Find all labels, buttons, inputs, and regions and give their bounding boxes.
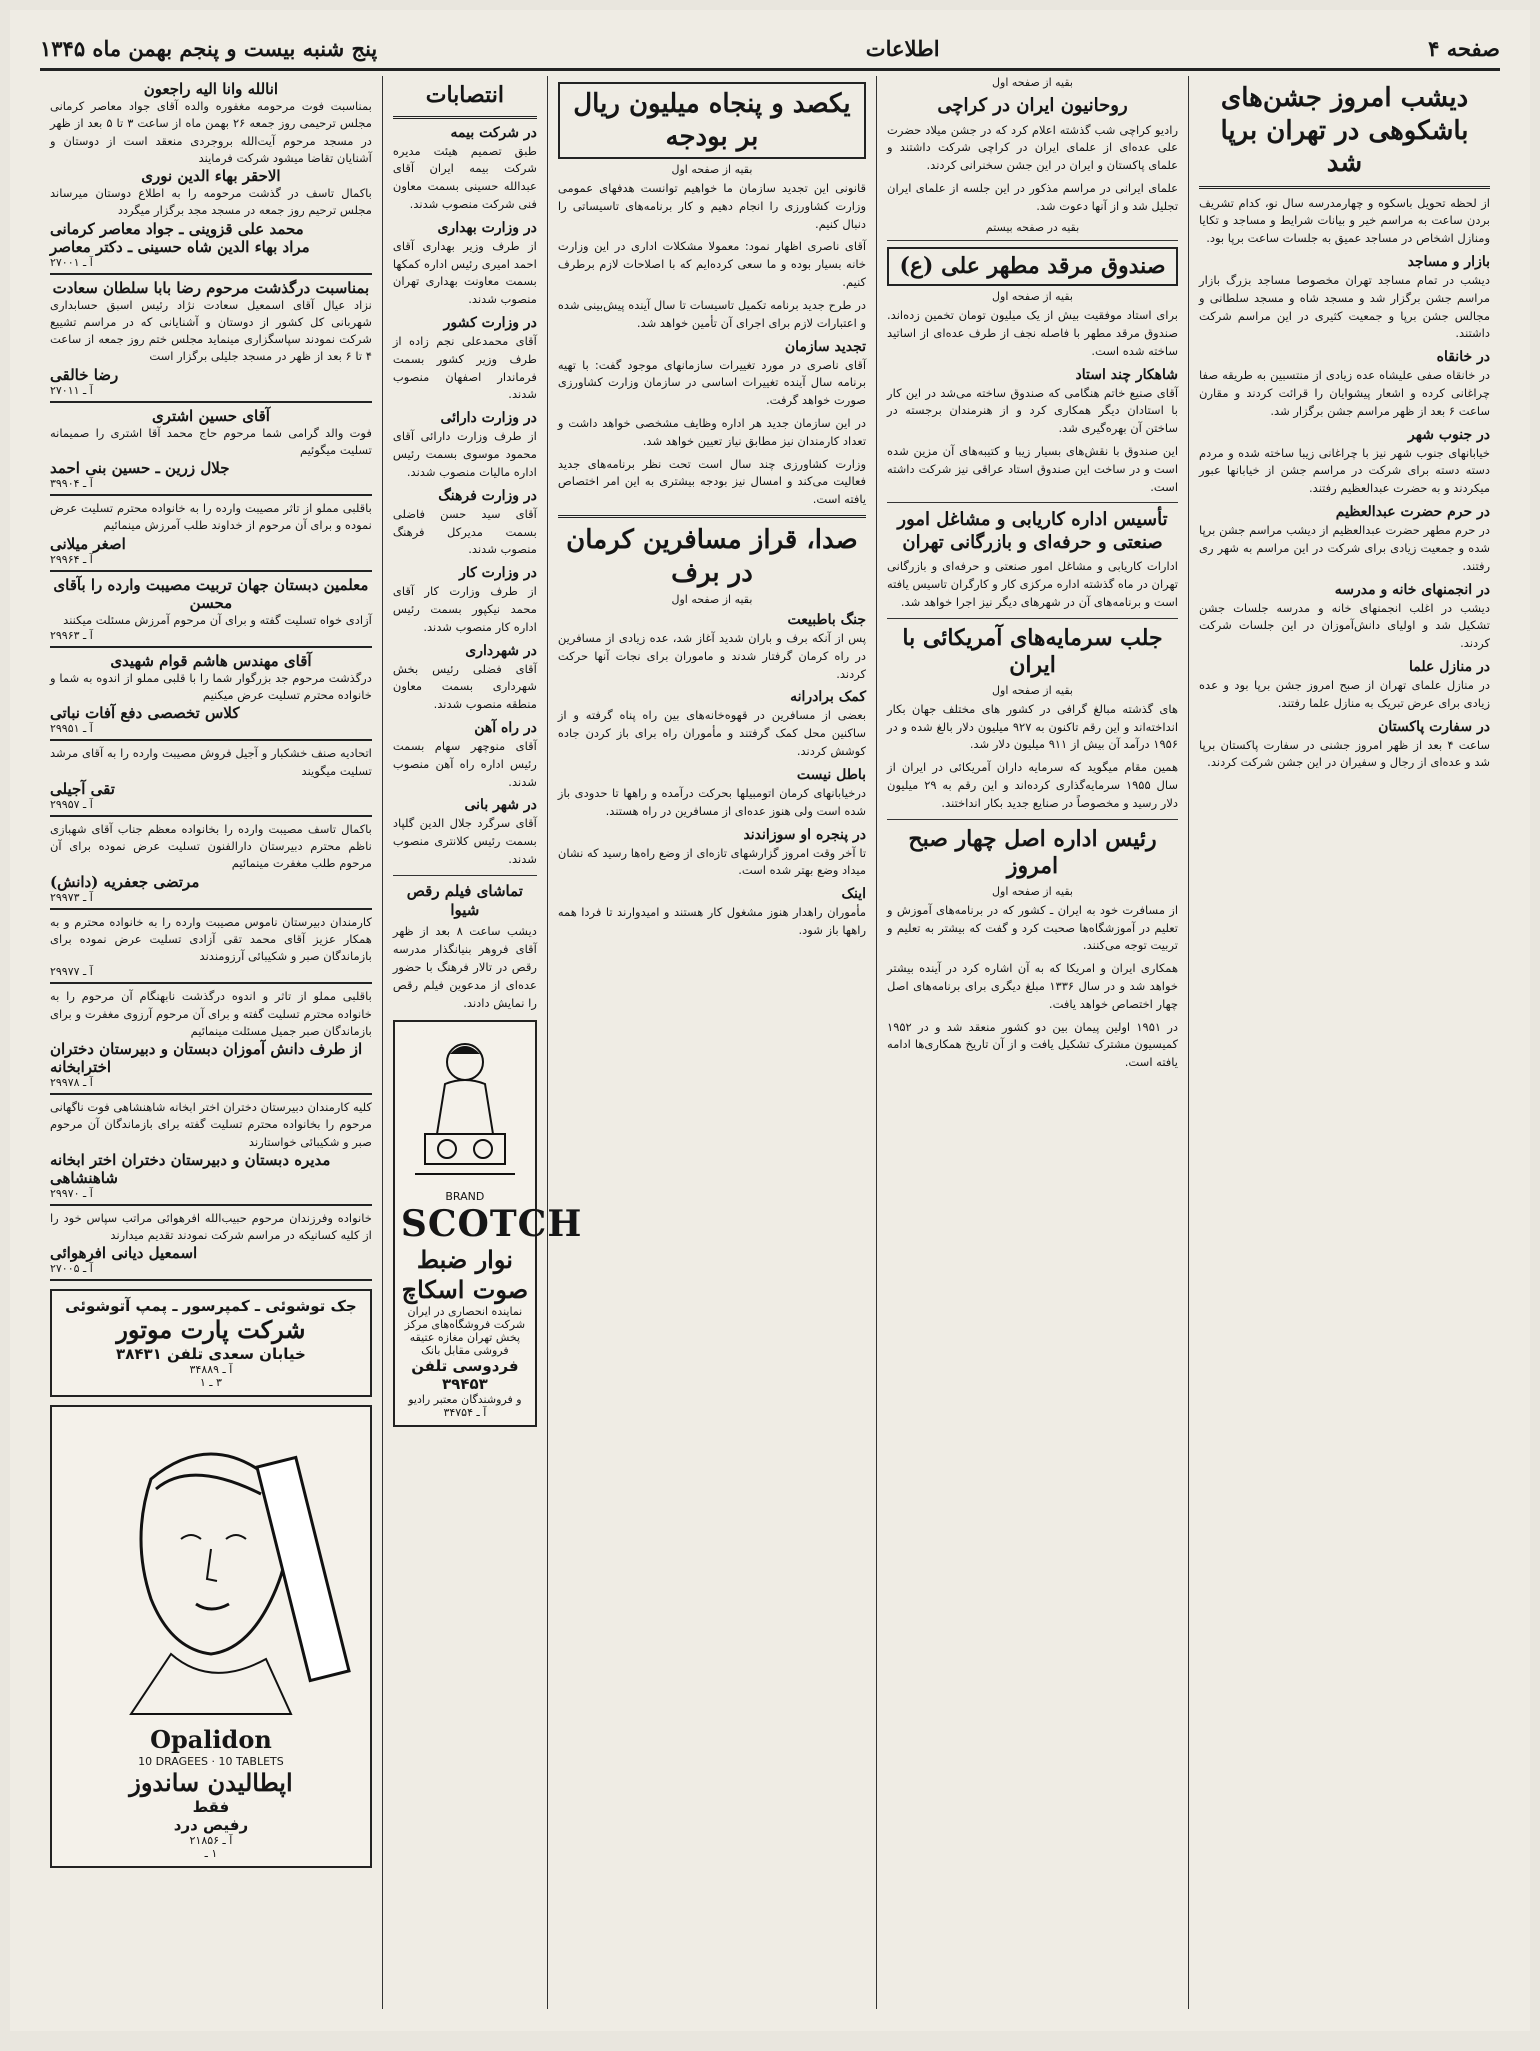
notice-code: آ ـ ۲۷۰۰۵ [49,1262,93,1276]
headline-point-four: رئیس اداره اصل چهار صبح امروز [908,825,1157,880]
section-heading: در خانقاه [1436,349,1490,366]
notice-signature: محمد علی قزوینی ـ جواد معاصر کرمانی [49,219,304,238]
continued-label: بقیه در صفحه بیستم [985,220,1080,234]
notice-code: آ ـ ۲۷۰۱۱ [49,383,93,397]
continued-label: بقیه از صفحه اول [992,76,1073,89]
ad-opalidon [50,1405,372,1868]
ad-opalidon-code: آ ـ ۲۱۸۵۶ [189,1834,233,1848]
obituary-notice [50,984,372,1095]
masthead-page-label: صفحه ۴ [1428,35,1500,61]
obituary-notice [50,910,372,985]
columns [40,76,1500,2009]
article-paragraph: وزارت کشاورزی چند سال است تحت نظر برنامه‌های جدید فعالیت می‌کند و امسال نیز بودجه بیشتری به این امر اختصاص یافته است. [557,456,867,507]
ad-part-motor-address: خیابان سعدی تلفن ۳۸۴۳۱ [116,1345,306,1364]
article-paragraph: از لحظه تحویل باسکوه و چهارمدرسه سال نو، کدام تشریف بردن ساعت به مراسم خیر و بیانات شرایط و مساجد و تکایا ومنازل اشخاص در مساجد عمیق به جلسات ساعت برپا بود. [1199,195,1490,246]
article-paragraph: قانونی این تجدید سازمان ما خواهیم توانست هدفهای عمومی وزارت کشاورزی را انجام دهیم و کار برنامه‌های تاسیساتی را دنبال کنیم. [557,181,867,231]
section-heading: جنگ باطبیعت [787,612,867,628]
notice-code: آ ـ ۲۹۹۷۰ [49,1186,93,1200]
article-paragraph: پس از آنکه برف و باران شدید آغاز شد، عده زیادی از مسافرین در راه کرمان گرفتار شدند و ماموران برای نجات آنها حرکت کردند. [557,631,867,681]
ad-scotch-code: آ ـ ۳۴۷۵۴ [443,1406,487,1420]
ad-scotch-body: نماینده انحصاری در ایران شرکت فروشگاه‌های مرکز پخش تهران مغازه عتیقه فروشی مقابل بانک [404,1305,526,1358]
notice-body: بمناسبت فوت مرحومه مغفوره والده آقای جواد معاصر کرمانی مجلس ترحیمی روز جمعه ۲۶ بهمن ماه از ساعت ۳ تا ۵ بعد از ظهر در مسجد مرحوم آیت‌الله بروجردی منعقد است از دوستان و آشنایان تقاضا میشود شرکت فرمایند [49,99,372,165]
notice-title: بمناسبت درگذشت مرحوم رضا بابا سلطان سعادت [52,278,370,297]
ad-scotch-wordmark: SCOTCH [400,1203,583,1246]
section-heading: در وزارت بهداری [437,219,537,236]
divider [393,875,537,876]
notice-title: الاحقر بهاء الدین نوری [141,167,281,185]
notice-body: کارمندان دبیرستان ناموس مصیبت وارده را به خانواده محترم و به همکار عزیز آقای محمد تقی آزادی تسلیت عرض نموده برای بازماندگان صبر و شکیبائی آرزومندند [49,914,372,963]
section-heading: شاهکار چند استاد [1075,366,1179,383]
article-paragraph: دیشب ساعت ۸ بعد از ظهر آقای فروهر بنیانگذار مدرسه رقص در تالار فرهنگ با حضور عده‌ای از مدعوین فیلم رقص را نمایش دادند. [392,924,537,1010]
obituary-notice [50,648,372,742]
ad-part-motor-code: آ ـ ۳۴۸۸۹ [189,1363,233,1377]
notice-body: اتحادیه صنف خشکبار و آجیل فروش مصیبت وارده را به آقای مرشد تسلیت میگویند [49,746,372,778]
obituary-notice [50,572,372,648]
section-heading: در شهرداری [465,642,537,659]
section-heading: تجدید سازمان [784,338,867,355]
notice-signature: مرتضی جعفریه (دانش) [49,872,200,891]
ad-opalidon-brand: Opalidon [150,1725,272,1755]
headline-kerman-snow: صدا، قراز مسافرین کرمان در برف [566,525,858,588]
notice-code: آ ـ ۲۹۹۶۴ [49,552,93,566]
ad-scotch-title: نوار ضبط صوت اسکاچ [401,1245,529,1305]
article-paragraph: های گذشته مبالغ گرافی در کشور های مختلف جهان بکار انداخته‌اند و این رقم تاکنون به ۹۲۷ میلیون دلار بالغ شده و در ۱۹۵۶ درآمد آن بیش از ۹۱۱ میلیون دلار شد. [887,701,1179,752]
section-heading: اینک [841,886,867,903]
headline-celebrations: دیشب امروز جشن‌های باشکوهی در تهران برپا شد [1220,83,1469,178]
notice-code: آ ـ ۲۹۹۷۷ [49,965,93,979]
ad-scotch-phone: فردوسی تلفن ۳۹۴۵۳ [411,1357,519,1394]
headline-employment-office: تأسیس اداره کاریابی و مشاغل امور صنعتی و حرفه‌ای و بازرگانی تهران [897,509,1168,553]
obituary-notice [50,741,372,817]
ad-part-motor [50,1289,372,1397]
article-paragraph: همین مقام میگوید که سرمایه داران آمریکائی در ایران از سال ۱۹۵۵ سرمایه‌گذاری کرده‌اند و این رقم به ۲۹ میلیون دلار رسید و مخصوصاً در صنایع جدید بکار انداختند. [887,760,1179,810]
ad-opalidon-title: اپطالیدن ساندوز [129,1768,293,1798]
ad-scotch-brand-tag: BRAND [445,1190,485,1204]
article-paragraph: در حرم مطهر حضرت عبدالعظیم از دیشب مراسم جشن برپا شده و جمعیت زیادی برای شرکت در این مراسم به شهر ری رفتند. [1199,523,1490,573]
notice-signature: جلال زرین ـ حسین بنی احمد [49,459,230,477]
notice-body: باکمال تاسف مصیبت وارده را بخانواده معظم جناب آقای شهبازی ناظم محترم دبیرستان دارالفنون تسلیت عرض نموده برای آن مرحوم طلب مغفرت مینمائیم [49,821,372,871]
article-paragraph: از طرف وزارت دارائی آقای محمود موسوی بسمت رئیس اداره مالیات منصوب شدند. [392,429,537,479]
article-paragraph: آقای صنیع خاتم هنگامی که صندوق ساخته می‌شد در این کار با استادان دیگر همکاری کرد و از هنرمندان برجسته در ساختن آن بهره‌گیری شد. [887,385,1179,436]
headline-appointments: انتصابات [425,82,504,108]
notice-signature: کلاس تخصصی دفع آفات نباتی [49,704,240,723]
article-paragraph: همکاری ایران و امریکا که به آن اشاره کرد در آینده بیشتر خواهد شد و در سال ۱۳۳۶ مبلغ دیگری برای برنامه‌های اصل چهار اختصاص خواهد یافت. [887,961,1179,1011]
notice-code: آ ـ ۲۹۹۵۱ [49,722,93,736]
notice-signature: اصغر میلانی [49,534,126,553]
section-heading: در پنجره او سوزاندند [743,826,867,843]
ad-part-motor-products: جک توشوئی ـ کمپرسور ـ پمپ آتوشوئی [65,1297,357,1316]
divider [1199,186,1490,189]
section-heading: باطل نیست [796,766,867,783]
article-paragraph: ساعت ۴ بعد از ظهر امروز جشنی در سفارت پاکستان برپا شد و عده‌ای از رجال و سفیران در این جشن شرکت کردند. [1199,737,1490,770]
section-heading: بازار و مساجد [1407,253,1490,270]
ad-opalidon-package: 10 DRAGEES · 10 TABLETS [138,1755,284,1769]
column-news-c [547,76,876,2009]
article-paragraph: در خانقاه صفی علیشاه عده زیادی از منتسبین به طریقه صفا چراغانی کرده و اشعار پیشوایان را قرائت کردند و مقارن ساعت ۶ بعد از ظهر مراسم جشن برگزار شد. [1199,368,1490,418]
headline-budget: یکصد و پنجاه میلیون ریال بر بودجه [558,82,866,159]
notice-body: باقلبی مملو از تاثر و اندوه درگذشت نابهنگام آن مرحوم را به خانواده محترم تسلیت گفته و برای آن مرحوم آرزوی مغفرت و برای بازماندگان صبر جمیل مسئلت مینمائیم [49,989,372,1038]
headline-film: تماشای فیلم رقص شیوا [406,881,523,919]
section-heading: در شرکت بیمه [450,124,537,141]
column-news-b [876,76,1188,2009]
article-paragraph: از مسافرت خود به ایران ـ کشور که در برنامه‌های آموزش و تعلیم در آموزشگاه‌ها صحبت کرد و گفت که بیشتر به تعلیم و تربیت توجه می‌کنند. [887,902,1179,953]
article-paragraph: آقای ناصری اظهار نمود: معمولا مشکلات اداری در این وزارت خانه بسیار بوده و ما سعی کرده‌ایم که با اصلاحات لازم برطرف کنیم. [557,239,867,290]
notice-signature: مراد بهاء الدین شاه حسینی ـ دکتر معاصر [49,237,310,256]
article-paragraph: دیشب در اغلب انجمنهای خانه و مدرسه جلسات جشن تشکیل شد و اولیای دانش‌آموزان در این جلسات شرکت کردند. [1199,600,1490,651]
article-paragraph: آقای فضلی رئیس بخش شهرداری بسمت معاون منطقه منصوب شدند. [392,661,537,712]
article-paragraph: آقای سید حسن فاضلی بسمت مدیرکل فرهنگ منصوب شدند. [392,506,537,557]
ad-scotch-stores: و فروشندگان معتبر رادیو [408,1393,522,1407]
article-paragraph: آقای منوچهر سهام بسمت رئیس اداره راه آهن منصوب شدند. [392,739,537,789]
masthead-date: پنج شنبه بیست و پنجم بهمن ماه ۱۳۴۵ [40,35,378,61]
divider [887,502,1178,503]
notice-title: انالله وانا الیه راجعون [143,80,279,98]
obituary-notice [50,76,372,275]
notice-body: درگذشت مرحوم جد بزرگوار شما را با قلبی مملو از اندوه به شما و خانواده محترم تسلیت عرض میکنیم [49,670,372,702]
notice-code: آ ـ ۲۹۹۶۳ [49,628,93,642]
article-paragraph: این صندوق با نقش‌های بسیار زیبا و کتیبه‌های آن مزین شده است و در ساخت این صندوق استاد عراقی نیز شرکت داشته است. [887,443,1179,494]
notice-code: آ ـ ۲۹۹۷۳ [49,890,93,904]
notice-code: آ ـ ۲۹۹۷۸ [49,1076,93,1089]
section-heading: در منازل علما [1408,658,1490,675]
notice-body: آزادی خواه تسلیت گفته و برای آن مرحوم آمرزش مسئلت میکنند [63,612,372,627]
notice-body: باقلبی مملو از تاثر مصیبت وارده را به خانواده محترم تسلیت عرض نموده و برای آن مرحوم از خداوند طلب آمرزش مینمائیم [49,501,372,533]
masthead-paper-name: اطلاعات [865,35,940,61]
article-paragraph: مأموران راهدار هنوز مشغول کار هستند و امیدوارند تا فردا همه راهها باز شود. [557,905,867,937]
notice-title: آقای مهندس هاشم قوام شهیدی [110,651,312,670]
obituary-notice [50,817,372,910]
obituary-notice [50,1095,372,1206]
tape-recorder-illustration [405,1034,525,1184]
masthead [40,28,1500,71]
article-paragraph: برای استاد موفقیت بیش از یک میلیون تومان تخمین زده‌اند. صندوق مرقد مطهر با فاصله نجف از طرف عده‌ای از اساتید ساخته شده است. [887,308,1179,358]
ad-opalidon-code2: ۱ ـ [204,1847,218,1861]
obituary-notice [50,275,372,403]
section-heading: در جنوب شهر [1408,426,1490,443]
article-paragraph: در ۱۹۵۱ اولین پیمان بین دو کشور منعقد شد و در ۱۹۵۲ کمیسیون مشترک تشکیل یافت و از آن تاریخ همکاری‌ها ادامه یافته است. [887,1019,1179,1070]
article-paragraph: آقای محمدعلی نجم زاده از طرف وزیر کشور بسمت فرماندار اصفهان منصوب شدند. [392,334,537,402]
continued-label: بقیه از صفحه اول [671,593,753,606]
section-heading: در انجمنهای خانه و مدرسه [1334,581,1490,598]
section-heading: در وزارت کشور [443,315,537,331]
notice-signature: مدیره دبستان و دبیرستان دختران اختر ابخانه شاهنشاهی [49,1150,331,1187]
notice-code: آ ـ ۲۷۰۰۱ [49,255,93,269]
headline-karachi: روحانیون ایران در کراچی [937,95,1128,116]
divider [558,515,866,518]
section-heading: در حرم حضرت عبدالعظیم [1335,504,1490,521]
notice-code: آ ـ ۲۹۹۵۷ [49,797,93,811]
section-heading: کمک برادرانه [790,689,867,706]
notice-body: باکمال تاسف در گذشت مرحومه را به اطلاع دوستان میرساند مجلس ترحیم روز جمعه در مسجد مجد برگزار میگردد [49,186,372,218]
article-paragraph: آقای ناصری در مورد تغییرات سازمانهای موجود گفت: با تهیه برنامه سال آینده تغییرات اساسی در سازمان وزارت کشاورزی صورت خواهد گرفت. [557,357,867,408]
article-paragraph: آقای سرگرد جلال الدین گلپاد بسمت رئیس کلانتری منصوب شدند. [392,816,537,867]
ad-part-motor-code2: ۳ ـ ۱ [199,1376,222,1390]
obituary-notice [50,496,372,572]
notice-code: آ ـ ۳۹۹۰۴ [49,477,93,490]
divider [887,618,1178,619]
article-paragraph: در این سازمان جدید هر اداره وظایف مشخصی خواهد داشت و تعداد کارمندان نیز مطابق نیاز تعیین خواهد شد. [557,415,867,448]
obituary-notice [50,1206,372,1282]
article-paragraph: در طرح جدید برنامه تکمیل تاسیسات تا سال آینده پیش‌بینی شده و اعتبارات لازم برای اجرای آن تأمین خواهد شد. [557,297,867,330]
article-paragraph: طبق تصمیم هیئت مدیره شرکت بیمه ایران آقای عبدالله حسینی بسمت معاون فنی شرکت منصوب شدند. [392,143,537,211]
continued-label: بقیه از صفحه اول [992,884,1073,898]
divider [393,116,537,119]
obituary-notice [50,403,372,497]
article-paragraph: از طرف وزیر بهداری آقای احمد امیری رئیس اداره کمکها بسمت معاونت بهداری تهران منصوب شدند. [392,238,537,307]
notice-body: نزاد عیال آقای اسمعیل سعادت نژاد رئیس اسبق حسابداری شهربانی کل کشور از دوستان و آشنایانی که در مراسم تشییع شرکت نمودند سپاسگزاری مینماید مجلس ختم روز جمعه از ساعت ۴ تا ۶ بعد از ظهر در مسجد جلیلی برگزار است [49,297,372,364]
divider [887,240,1178,241]
notice-title: معلمین دبستان جهان تربیت مصیبت وارده را بآقای محسن [53,575,369,612]
article-paragraph: در منازل علمای تهران از صبح امروز جشن برپا بود و عده زیادی برای عرض تبریک به منازل علما رفتند. [1199,677,1490,710]
section-heading: در سفارت پاکستان [1378,718,1490,735]
article-paragraph: دیشب در تمام مساجد تهران مخصوصا مساجد بزرگ بازار مراسم جشن برگزار شد و مسجد شاه و مسجد سلطانی و مجالس جشن برپا و جمعیت کثیری در این مراسم شرکت داشتند. [1199,272,1490,341]
ad-part-motor-company: شرکت پارت موتور [116,1315,306,1345]
section-heading: در راه آهن [474,720,537,736]
article-paragraph: درخیابانهای کرمان اتومبیلها بحرکت درآمده و راهها تا حدودی باز شده است ولی هنوز عده‌ای از مسافرین در راه هستند. [557,785,867,818]
article-paragraph: بعضی از مسافرین در قهوه‌خانه‌های بین راه پناه گرفته و از ساکنین محل کمک گرفتند و مأموران راه برای باز کردن جاده کوشش کردند. [557,708,867,759]
article-paragraph: رادیو کراچی شب گذشته اعلام کرد که در جشن میلاد حضرت علی عده‌ای از علمای ایران در کراچی شرکت داشتند و علمای پاکستان و ایران در این جشن سخنرانی کردند. [887,122,1179,173]
section-heading: در وزارت دارائی [440,410,537,427]
ad-opalidon-only: فقط [192,1798,230,1817]
article-paragraph: خیابانهای جنوب شهر نیز با چراغانی زیبا ساخته شده و مردم دسته دسته برای شرکت در مراسم جشن از خیابانها عبور میکردند و به حضرت عبدالعظیم رفتند. [1199,445,1490,496]
column-celebrations [1188,76,1500,2009]
notice-signature: از طرف دانش آموزان دبستان و دبیرستان دختران اخترابخانه [49,1040,363,1076]
notice-signature: اسمعیل دیانی افرهوائی [49,1244,198,1263]
ad-scotch-tape [393,1020,583,1427]
continued-label: بقیه از صفحه اول [992,683,1073,697]
notice-body: خانواده وفرزندان مرحوم حبیب‌الله افرهوائی مراتب سپاس خود را از کلیه کسانیکه در مراسم شرکت نمودند تقدیم میدارند [49,1210,372,1242]
headline-american-investment: جلب سرمایه‌های آمریکائی با ایران [902,624,1163,679]
newspaper-page [10,10,1530,2031]
section-heading: در وزارت کار [459,565,537,582]
column-notices [40,76,382,2009]
article-paragraph: علمای ایرانی در مراسم مذکور در این جلسه از علمای ایران تجلیل شد و از آنها دعوت شد. [887,180,1179,213]
ad-opalidon-claim: رفیص درد [173,1816,249,1835]
notice-signature: تقی آجیلی [49,779,115,798]
notice-body: کلیه کارمندان دبیرستان دختران اختر ابخانه شاهنشاهی فوت ناگهانی مرحوم را بخانواده محترم تسلیت گفته برای بازماندگان آن مرحوم صبر و شکیبائی خواستارند [49,1100,372,1149]
article-paragraph: ادارات کاریابی و مشاغل امور صنعتی و حرفه‌ای و بازرگانی تهران در ماه گذشته اداره مرکزی کار و کارگران تاسیس یافته است و برنامه‌های آن در شهرهای دیگر نیز اجرا خواهد شد. [887,559,1179,609]
woman-portrait-illustration [61,1419,361,1719]
continued-label: بقیه از صفحه اول [992,290,1073,304]
section-heading: در وزارت فرهنگ [438,487,537,504]
article-paragraph: تا آخر وقت امروز گزارشهای تازه‌ای از وضع راه‌ها رسید که نشان میداد وضع بهتر شده است. [557,845,867,878]
section-heading: در شهر بانی [464,797,537,814]
continued-label: بقیه از صفحه اول [671,163,753,176]
notice-body: فوت والد گرامی شما مرحوم حاج محمد آقا اشتری را صمیمانه تسلیت میگوئیم [49,425,372,457]
headline-sanduq: صندوق مرقد مطهر علی (ع) [887,247,1178,287]
notice-title: آقای حسین اشتری [151,406,270,425]
divider [887,819,1178,820]
column-appointments [382,76,583,2009]
article-paragraph: از طرف وزارت کار آقای محمد نیکپور بسمت رئیس اداره کار منصوب شدند. [392,584,537,634]
notice-signature: رضا خالقی [49,365,119,384]
